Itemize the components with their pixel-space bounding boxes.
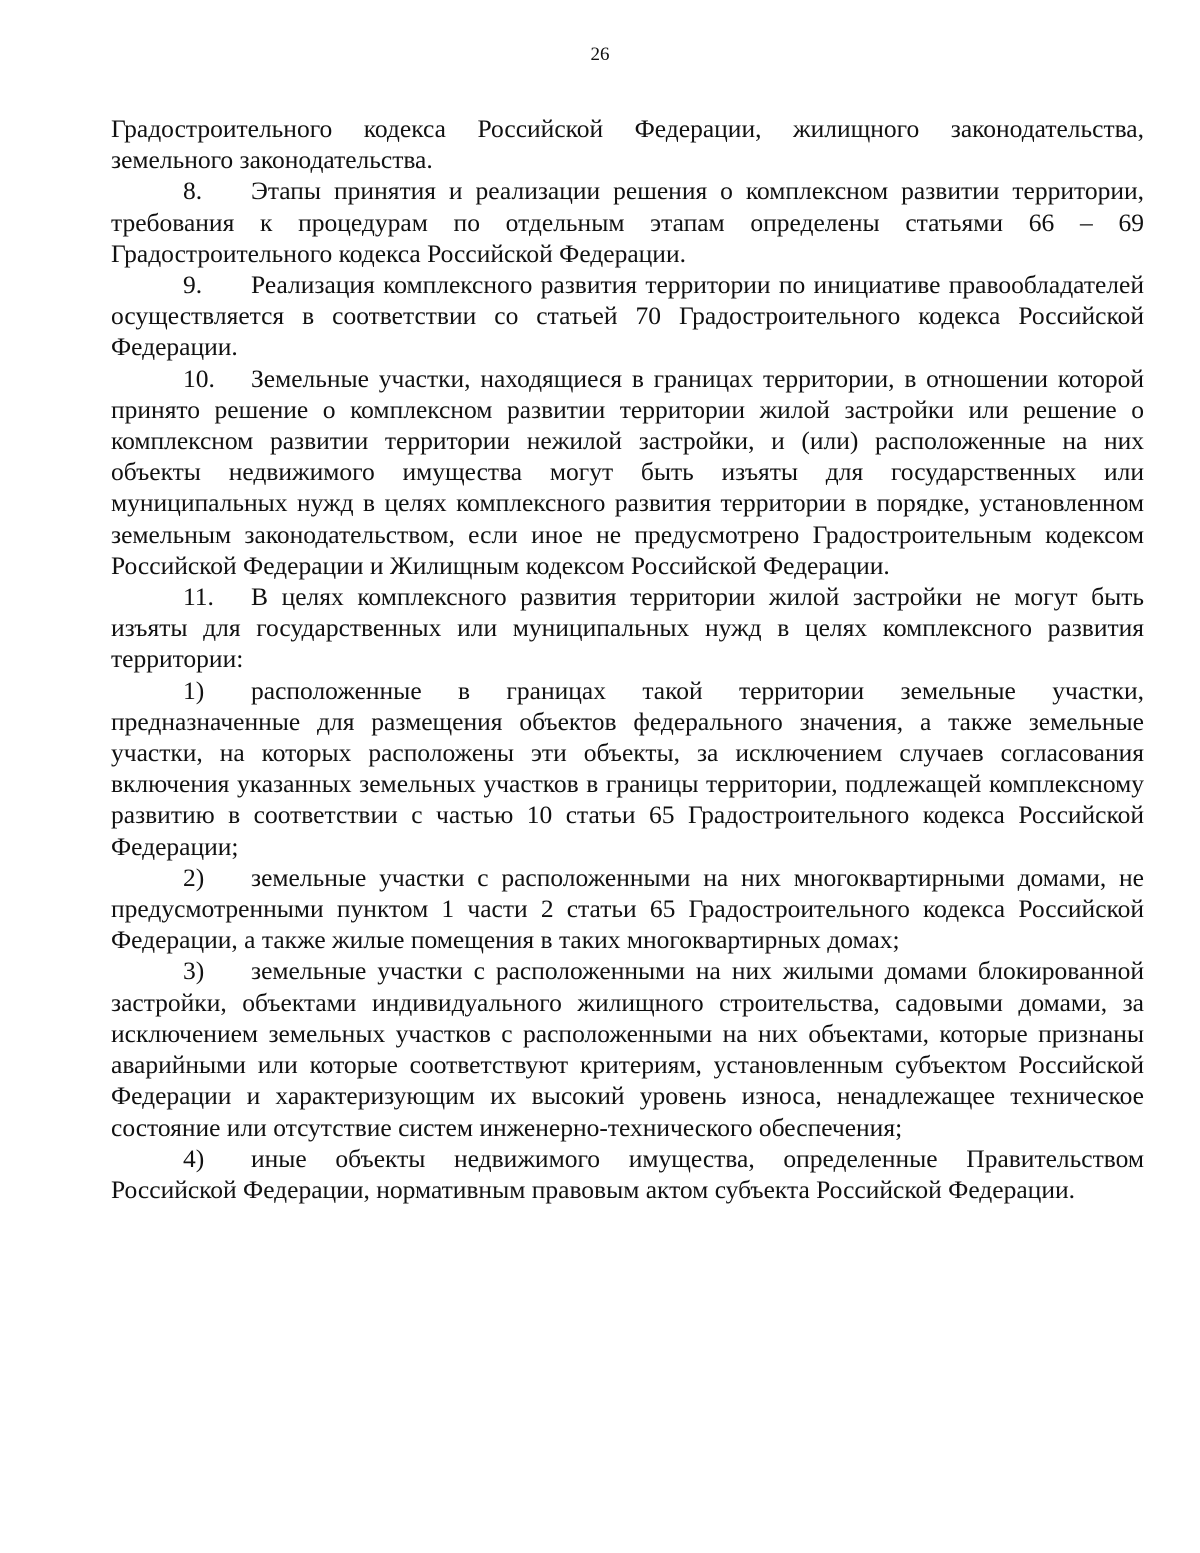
paragraph-text: Этапы принятия и реализации решения о комплексном развитии территории, требования к процедурам по отдельным этапам определены статьями 66 – 69 Градостроительного кодекса Российской Федерации. — [111, 176, 1144, 268]
subitem-text: земельные участки с расположенными на них многоквартирными домами, не предусмотренными пунктом 1 части 2 статьи 65 Градостроительного кодекса Российской Федерации, а также жилые помещения в таких многоквартирных домах; — [111, 862, 1144, 955]
paragraph-10 — [111, 363, 1144, 581]
subitem-number: 1) — [183, 675, 205, 705]
paragraph-9 — [111, 269, 1144, 363]
subitem-1 — [111, 675, 1144, 862]
paragraph-text: Реализация комплексного развития территории по инициативе правообладателей осуществляется в соответствии со статьей 70 Градостроительного кодекса Российской Федерации. — [111, 270, 1144, 362]
page-number: 26 — [590, 44, 610, 65]
paragraph-text: Градостроительного кодекса Российской Федерации, жилищного законодательства, земельного законодательства. — [111, 114, 1144, 175]
subitem-number: 3) — [183, 956, 205, 986]
paragraph-number: 9. — [183, 270, 203, 300]
subitem-2 — [111, 862, 1144, 956]
subitem-text: земельные участки с расположенными на них жилыми домами блокированной застройки, объектами индивидуального жилищного строительства, садовыми домами, за исключением земельных участков с расположенными на них объектами, которые признаны аварийными или которые соответствуют критериям, установленным субъектом Российской Федерации и характеризующим их высокий уровень износа, ненадлежащее техническое состояние или отсутствие систем инженерно-технического обеспечения; — [111, 956, 1144, 1142]
paragraph-text: Земельные участки, находящиеся в границах территории, в отношении которой принято решение о комплексном развитии территории жилой застройки или решение о комплексном развитии территории нежилой застройки, и (или) расположенные на них объекты недвижимого имущества могут быть изъяты для государственных или муниципальных нужд в целях комплексного развития территории в порядке, установленном земельным законодательством, если иное не предусмотрено Градостроительным кодексом Российской Федерации и Жилищным кодексом Российской Федерации. — [111, 363, 1144, 580]
subitem-4 — [111, 1143, 1144, 1205]
subitem-number: 4) — [183, 1143, 205, 1173]
paragraph-number: 8. — [183, 176, 203, 206]
paragraph-11 — [111, 581, 1144, 675]
subitem-number: 2) — [183, 862, 205, 892]
subitem-text: иные объекты недвижимого имущества, определенные Правительством Российской Федерации, нормативным правовым актом субъекта Российской Федерации. — [111, 1143, 1144, 1204]
subitem-text: расположенные в границах такой территории земельные участки, предназначенные для размещения объектов федерального значения, а также земельные участки, на которых расположены эти объекты, за исключением случаев согласования включения указанных земельных участков в границы территории, подлежащей комплексному развитию в соответствии с частью 10 статьи 65 Градостроительного кодекса Российской Федерации; — [111, 675, 1144, 861]
document-body — [111, 113, 1144, 1205]
paragraph-continuation — [111, 113, 1144, 175]
paragraph-8 — [111, 175, 1144, 269]
paragraph-text: В целях комплексного развития территории жилой застройки не могут быть изъяты для государственных или муниципальных нужд в целях комплексного развития территории: — [111, 582, 1144, 674]
paragraph-number: 11. — [183, 582, 214, 612]
subitem-3 — [111, 955, 1144, 1142]
paragraph-number: 10. — [183, 363, 215, 393]
